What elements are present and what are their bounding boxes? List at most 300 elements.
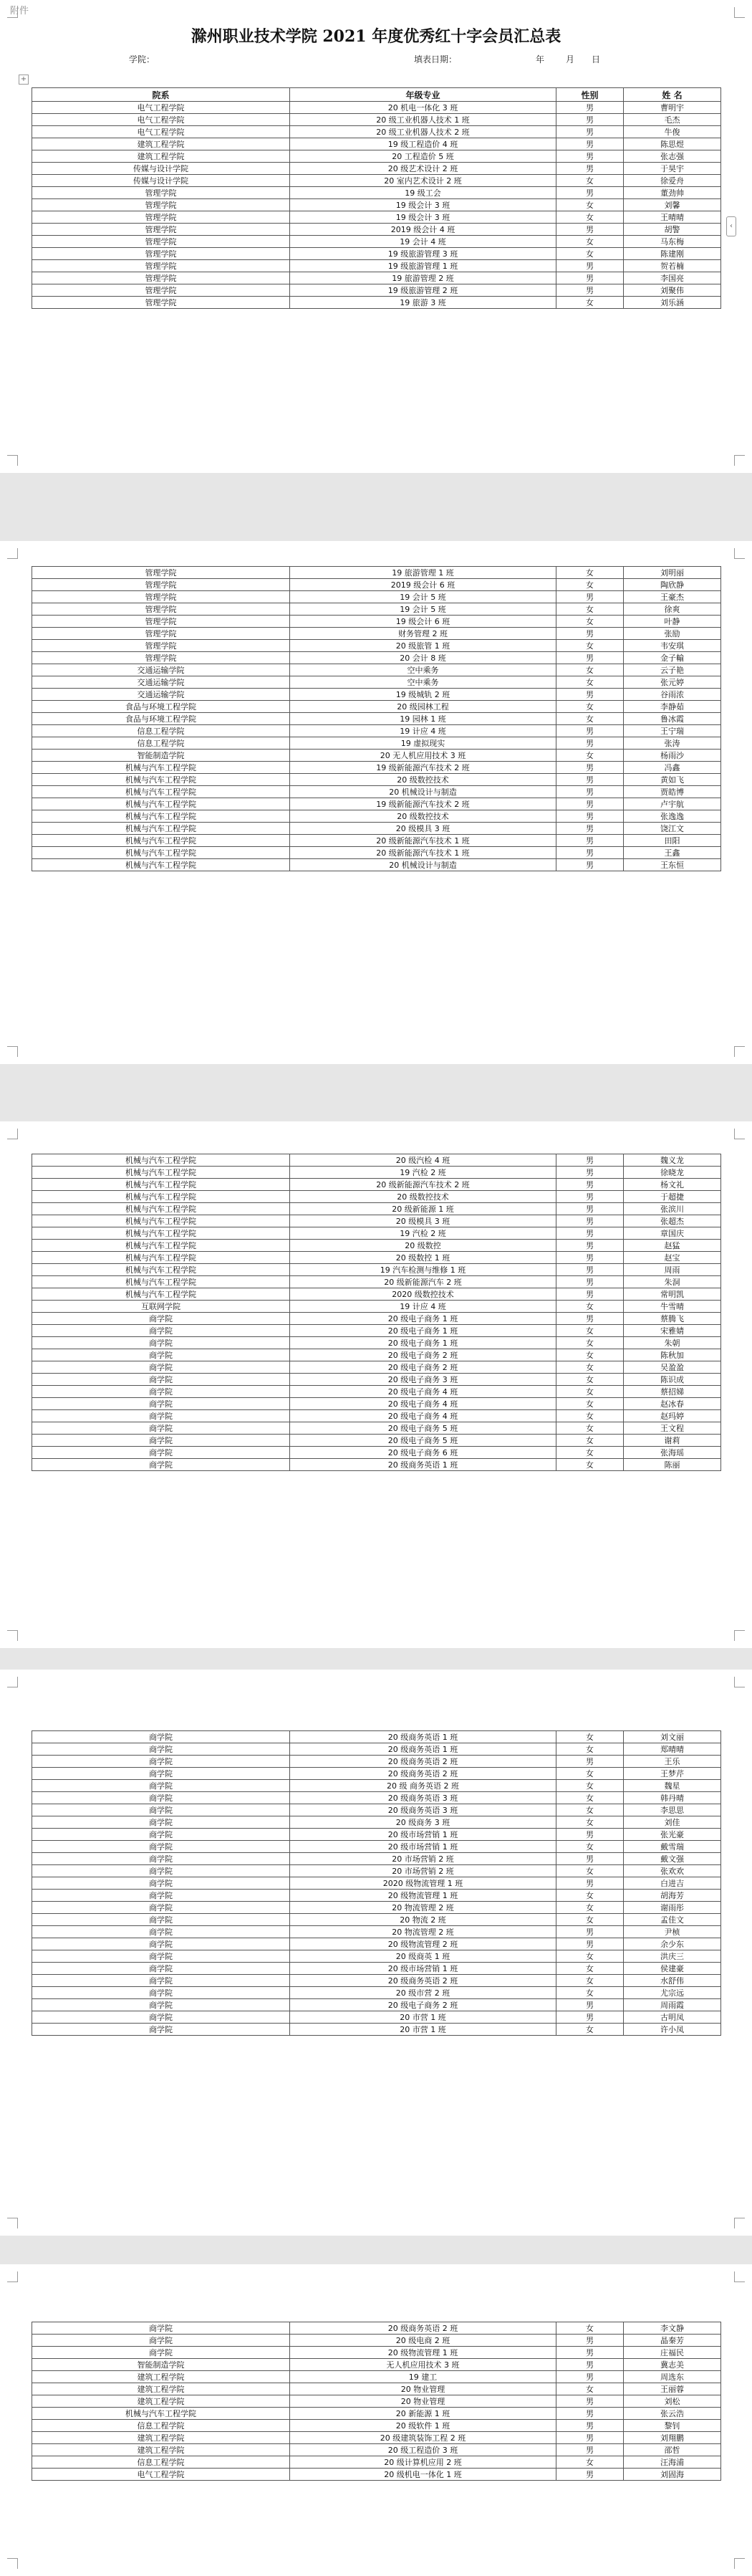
table-row (32, 1999, 721, 2011)
class-cell: 20 级新能源 1 班 (290, 1203, 556, 1215)
department-cell: 电气工程学院 (32, 126, 290, 138)
table-row (32, 1252, 721, 1264)
department-cell: 食品与环境工程学院 (32, 701, 290, 713)
table-row (32, 750, 721, 762)
department-cell: 商学院 (32, 1987, 290, 1999)
name-cell: 章国庆 (624, 1227, 721, 1240)
gender-cell: 男 (556, 689, 624, 701)
table-row (32, 1841, 721, 1853)
crop-mark (734, 1677, 745, 1687)
table-row (32, 1459, 721, 1471)
gender-cell: 男 (556, 786, 624, 798)
table-row (32, 823, 721, 835)
gender-cell: 男 (556, 2011, 624, 2024)
gender-cell: 女 (556, 1768, 624, 1780)
crop-mark (734, 455, 745, 466)
name-cell: 许小凤 (624, 2024, 721, 2036)
department-cell: 商学院 (32, 1890, 290, 1902)
department-cell: 管理学院 (32, 211, 290, 224)
table-row (32, 2024, 721, 2036)
department-cell: 商学院 (32, 1792, 290, 1804)
name-cell: 王文程 (624, 1422, 721, 1435)
department-cell: 商学院 (32, 1975, 290, 1987)
class-cell: 20 级数控 (290, 1240, 556, 1252)
name-cell: 张海瑶 (624, 1447, 721, 1459)
crop-mark (734, 1129, 745, 1139)
class-cell: 19 级工程造价 4 班 (290, 138, 556, 150)
name-cell: 李思思 (624, 1804, 721, 1816)
department-cell: 机械与汽车工程学院 (32, 1191, 290, 1203)
class-cell: 20 级市场营销 1 班 (290, 1841, 556, 1853)
table-row (32, 1179, 721, 1191)
department-cell: 管理学院 (32, 652, 290, 664)
gender-cell: 男 (556, 2371, 624, 2383)
table-row (32, 1398, 721, 1410)
table-row (32, 2359, 721, 2371)
name-cell: 王梦芹 (624, 1768, 721, 1780)
table-row (32, 1890, 721, 1902)
name-cell: 王丽蓉 (624, 2383, 721, 2395)
gender-cell: 男 (556, 737, 624, 750)
name-cell: 韦安琪 (624, 640, 721, 652)
name-cell: 李文静 (624, 2322, 721, 2335)
gender-cell: 女 (556, 1422, 624, 1435)
table-row (32, 1987, 721, 1999)
table-row (32, 2444, 721, 2456)
document-page (0, 2264, 752, 2576)
gender-cell: 女 (556, 1865, 624, 1877)
class-cell: 20 级新能源汽车技术 2 班 (290, 1179, 556, 1191)
department-cell: 机械与汽车工程学院 (32, 1154, 290, 1167)
class-cell: 20 级软件 1 班 (290, 2420, 556, 2432)
gender-cell: 男 (556, 1179, 624, 1191)
class-cell: 20 物流管理 2 班 (290, 1902, 556, 1914)
class-cell: 财务管理 2 班 (290, 628, 556, 640)
class-cell: 20 级商务英语 2 班 (290, 1768, 556, 1780)
department-cell: 管理学院 (32, 567, 290, 579)
gender-cell: 女 (556, 1301, 624, 1313)
gender-cell: 女 (556, 1410, 624, 1422)
table-row (32, 2011, 721, 2024)
name-cell: 马东梅 (624, 236, 721, 248)
department-cell: 商学院 (32, 1361, 290, 1374)
table-row (32, 640, 721, 652)
class-cell: 20 级旅管 1 班 (290, 640, 556, 652)
class-cell: 20 级市场营销 1 班 (290, 1963, 556, 1975)
class-cell: 20 级电子商务 6 班 (290, 1447, 556, 1459)
name-cell: 云子艳 (624, 664, 721, 676)
department-cell: 管理学院 (32, 284, 290, 297)
department-cell: 管理学院 (32, 628, 290, 640)
class-cell: 20 级园林工程 (290, 701, 556, 713)
gender-cell: 女 (556, 297, 624, 309)
class-cell: 20 级商务英语 2 班 (290, 2322, 556, 2335)
table-row (32, 1337, 721, 1349)
name-cell: 刘佳 (624, 1816, 721, 1829)
name-cell: 张逸逸 (624, 810, 721, 823)
name-cell: 谢莉 (624, 1435, 721, 1447)
gender-cell: 女 (556, 567, 624, 579)
name-cell: 杨文礼 (624, 1179, 721, 1191)
class-cell: 19 级工会 (290, 187, 556, 199)
table-row (32, 1914, 721, 1926)
name-cell: 郑晴晴 (624, 1743, 721, 1756)
department-cell: 商学院 (32, 1768, 290, 1780)
class-cell: 20 级工业机器人技术 1 班 (290, 114, 556, 126)
gender-cell: 女 (556, 2456, 624, 2469)
name-cell: 王晴晴 (624, 211, 721, 224)
class-cell: 空中乘务 (290, 676, 556, 689)
column-header: 性别 (556, 88, 624, 102)
department-cell: 商学院 (32, 1422, 290, 1435)
table-row (32, 713, 721, 725)
department-cell: 机械与汽车工程学院 (32, 1252, 290, 1264)
department-cell: 建筑工程学院 (32, 138, 290, 150)
class-cell: 20 级建筑装饰工程 2 班 (290, 2432, 556, 2444)
table-row (32, 2408, 721, 2420)
department-cell: 商学院 (32, 1841, 290, 1853)
class-cell: 20 级电子商务 4 班 (290, 1410, 556, 1422)
gender-cell: 男 (556, 102, 624, 114)
class-cell: 19 汽检 2 班 (290, 1227, 556, 1240)
department-cell: 机械与汽车工程学院 (32, 798, 290, 810)
name-cell: 宋雅婧 (624, 1325, 721, 1337)
name-cell: 张欢欢 (624, 1865, 721, 1877)
table-row (32, 1276, 721, 1288)
member-table (32, 87, 721, 309)
class-cell: 20 级商务英语 1 班 (290, 1743, 556, 1756)
table-row (32, 1963, 721, 1975)
class-cell: 19 会计 4 班 (290, 236, 556, 248)
department-cell: 机械与汽车工程学院 (32, 762, 290, 774)
gender-cell: 男 (556, 591, 624, 603)
department-cell: 管理学院 (32, 616, 290, 628)
department-cell: 机械与汽车工程学院 (32, 1179, 290, 1191)
gender-cell: 男 (556, 628, 624, 640)
class-cell: 20 会计 8 班 (290, 652, 556, 664)
department-cell: 电气工程学院 (32, 114, 290, 126)
gender-cell: 男 (556, 1999, 624, 2011)
class-cell: 20 室内艺术设计 2 班 (290, 175, 556, 187)
department-cell: 机械与汽车工程学院 (32, 1167, 290, 1179)
table-row (32, 1203, 721, 1215)
class-cell: 20 机电一体化 3 班 (290, 102, 556, 114)
class-cell: 19 会计 5 班 (290, 603, 556, 616)
gender-cell: 女 (556, 1890, 624, 1902)
name-cell: 刘馨 (624, 199, 721, 211)
department-cell: 机械与汽车工程学院 (32, 786, 290, 798)
gender-cell: 男 (556, 652, 624, 664)
gender-cell: 女 (556, 1841, 624, 1853)
document-page (0, 0, 752, 473)
table-row (32, 1975, 721, 1987)
table-row (32, 1349, 721, 1361)
gender-cell: 女 (556, 1325, 624, 1337)
class-cell: 20 级新能源汽车 2 班 (290, 1276, 556, 1288)
name-cell: 刘松 (624, 2395, 721, 2408)
crop-mark (7, 1129, 18, 1139)
gender-cell: 男 (556, 2444, 624, 2456)
name-cell: 洪庆三 (624, 1950, 721, 1963)
name-cell: 陈丽 (624, 1459, 721, 1471)
department-cell: 传媒与设计学院 (32, 175, 290, 187)
gender-cell: 女 (556, 1975, 624, 1987)
table-row (32, 102, 721, 114)
crop-mark (7, 455, 18, 466)
gender-cell: 男 (556, 1215, 624, 1227)
department-cell: 管理学院 (32, 248, 290, 260)
name-cell: 徐晓龙 (624, 1167, 721, 1179)
gender-cell: 女 (556, 1963, 624, 1975)
name-cell: 王宁瑞 (624, 725, 721, 737)
name-cell: 刘文丽 (624, 1731, 721, 1743)
gender-cell: 男 (556, 272, 624, 284)
year-label: 年 (536, 54, 545, 64)
name-cell: 黎钊 (624, 2420, 721, 2432)
gender-cell: 男 (556, 2420, 624, 2432)
table-row (32, 1301, 721, 1313)
gender-cell: 女 (556, 603, 624, 616)
name-cell: 陈思煜 (624, 138, 721, 150)
name-cell: 贺若楠 (624, 260, 721, 272)
table-row (32, 1804, 721, 1816)
gender-cell: 女 (556, 2322, 624, 2335)
gender-cell: 男 (556, 762, 624, 774)
class-cell: 20 级数控技术 (290, 774, 556, 786)
name-cell: 金子輸 (624, 652, 721, 664)
class-cell: 20 市营 1 班 (290, 2024, 556, 2036)
gender-cell: 男 (556, 1276, 624, 1288)
department-cell: 管理学院 (32, 591, 290, 603)
name-cell: 刘聚伟 (624, 284, 721, 297)
department-cell: 管理学院 (32, 297, 290, 309)
class-cell: 20 级市营 2 班 (290, 1987, 556, 1999)
department-cell: 商学院 (32, 2347, 290, 2359)
table-row (32, 138, 721, 150)
class-cell: 20 级工程造价 3 班 (290, 2444, 556, 2456)
gender-cell: 男 (556, 774, 624, 786)
crop-mark (734, 1630, 745, 1641)
table-row (32, 175, 721, 187)
department-cell: 管理学院 (32, 236, 290, 248)
gender-cell: 女 (556, 1780, 624, 1792)
gender-cell: 男 (556, 1829, 624, 1841)
table-move-handle-icon[interactable]: + (19, 75, 29, 85)
department-cell: 信息工程学院 (32, 725, 290, 737)
crop-mark (734, 2271, 745, 2282)
gender-cell: 男 (556, 1313, 624, 1325)
department-cell: 商学院 (32, 1313, 290, 1325)
department-cell: 管理学院 (32, 272, 290, 284)
table-row (32, 616, 721, 628)
table-row (32, 1325, 721, 1337)
name-cell: 于昊宇 (624, 163, 721, 175)
table-row (32, 1227, 721, 1240)
document-page (0, 1121, 752, 1648)
gender-cell: 女 (556, 1816, 624, 1829)
name-cell: 贾皓博 (624, 786, 721, 798)
table-row (32, 1756, 721, 1768)
table-row (32, 1792, 721, 1804)
name-cell: 董劲帅 (624, 187, 721, 199)
department-cell: 信息工程学院 (32, 2420, 290, 2432)
department-cell: 商学院 (32, 2011, 290, 2024)
name-cell: 牛俊 (624, 126, 721, 138)
gender-cell: 女 (556, 1361, 624, 1374)
department-cell: 管理学院 (32, 579, 290, 591)
name-cell: 魏义龙 (624, 1154, 721, 1167)
class-cell: 20 级计算机应用 2 班 (290, 2456, 556, 2469)
gender-cell: 男 (556, 1756, 624, 1768)
month-label: 月 (566, 54, 575, 64)
name-cell: 于超捷 (624, 1191, 721, 1203)
class-cell: 19 旅游管理 2 班 (290, 272, 556, 284)
table-row (32, 1422, 721, 1435)
class-cell: 20 级市场营销 1 班 (290, 1829, 556, 1841)
gender-cell: 男 (556, 284, 624, 297)
department-cell: 商学院 (32, 1731, 290, 1743)
class-cell: 20 级商务英语 3 班 (290, 1804, 556, 1816)
table-row (32, 1780, 721, 1792)
name-cell: 王乐 (624, 1756, 721, 1768)
gender-cell: 女 (556, 579, 624, 591)
gender-cell: 男 (556, 126, 624, 138)
gender-cell: 女 (556, 1374, 624, 1386)
gender-cell: 男 (556, 1853, 624, 1865)
gender-cell: 女 (556, 199, 624, 211)
department-cell: 机械与汽车工程学院 (32, 859, 290, 871)
class-cell: 20 级电子商务 2 班 (290, 1999, 556, 2011)
department-cell: 机械与汽车工程学院 (32, 823, 290, 835)
crop-mark (734, 1046, 745, 1057)
name-cell: 庄福民 (624, 2347, 721, 2359)
department-cell: 商学院 (32, 1816, 290, 1829)
department-cell: 商学院 (32, 1999, 290, 2011)
member-table (32, 1730, 721, 2036)
class-cell: 19 旅游管理 1 班 (290, 567, 556, 579)
side-expand-icon[interactable]: ‹ (726, 216, 736, 236)
name-cell: 张涛 (624, 737, 721, 750)
name-cell: 赵冰春 (624, 1398, 721, 1410)
class-cell: 20 级商务英语 1 班 (290, 1731, 556, 1743)
name-cell: 谷雨浓 (624, 689, 721, 701)
class-cell: 20 级商务英语 1 班 (290, 1459, 556, 1471)
table-row (32, 628, 721, 640)
class-cell: 20 级 商务英语 2 班 (290, 1780, 556, 1792)
gender-cell: 女 (556, 2383, 624, 2395)
name-cell: 张光豪 (624, 1829, 721, 1841)
department-cell: 机械与汽车工程学院 (32, 847, 290, 859)
class-cell: 20 级新能源汽车技术 1 班 (290, 835, 556, 847)
crop-mark (7, 1630, 18, 1641)
crop-mark (734, 7, 745, 18)
class-cell: 20 级电子商务 1 班 (290, 1337, 556, 1349)
class-cell: 20 级电子商务 5 班 (290, 1422, 556, 1435)
name-cell: 王鑫 (624, 847, 721, 859)
department-cell: 商学院 (32, 1325, 290, 1337)
class-cell: 19 计应 4 班 (290, 725, 556, 737)
gender-cell: 女 (556, 1398, 624, 1410)
class-cell: 空中乘务 (290, 664, 556, 676)
name-cell: 徐爱舟 (624, 175, 721, 187)
department-cell: 商学院 (32, 1950, 290, 1963)
crop-mark (7, 2218, 18, 2228)
class-cell: 20 级电子商务 4 班 (290, 1398, 556, 1410)
gender-cell: 女 (556, 1743, 624, 1756)
name-cell: 蔡招娣 (624, 1386, 721, 1398)
department-cell: 商学院 (32, 1865, 290, 1877)
department-cell: 商学院 (32, 1914, 290, 1926)
table-row (32, 567, 721, 579)
name-cell: 饶江文 (624, 823, 721, 835)
department-cell: 食品与环境工程学院 (32, 713, 290, 725)
department-cell: 建筑工程学院 (32, 2371, 290, 2383)
department-cell: 商学院 (32, 1926, 290, 1938)
gender-cell: 女 (556, 676, 624, 689)
gender-cell: 男 (556, 1203, 624, 1215)
class-cell: 20 级数控技术 (290, 1191, 556, 1203)
name-cell: 杨雨沙 (624, 750, 721, 762)
department-cell: 商学院 (32, 1756, 290, 1768)
gender-cell: 男 (556, 725, 624, 737)
department-cell: 商学院 (32, 1435, 290, 1447)
department-cell: 商学院 (32, 1743, 290, 1756)
department-cell: 管理学院 (32, 260, 290, 272)
gender-cell: 男 (556, 859, 624, 871)
name-cell: 田阳 (624, 835, 721, 847)
gender-cell: 男 (556, 163, 624, 175)
table-row (32, 1288, 721, 1301)
department-cell: 商学院 (32, 1459, 290, 1471)
class-cell: 19 汽车检测与维修 1 班 (290, 1264, 556, 1276)
table-row (32, 126, 721, 138)
table-row (32, 1743, 721, 1756)
gender-cell: 女 (556, 1950, 624, 1963)
class-cell: 19 级会计 3 班 (290, 199, 556, 211)
gender-cell: 女 (556, 1447, 624, 1459)
name-cell: 曹明宇 (624, 102, 721, 114)
department-cell: 智能制造学院 (32, 750, 290, 762)
gender-cell: 女 (556, 248, 624, 260)
table-row (32, 2347, 721, 2359)
table-row (32, 114, 721, 126)
gender-cell: 男 (556, 1264, 624, 1276)
table-row (32, 248, 721, 260)
department-cell: 商学院 (32, 1447, 290, 1459)
gender-cell: 女 (556, 2024, 624, 2036)
table-row (32, 1410, 721, 1422)
department-cell: 建筑工程学院 (32, 2383, 290, 2395)
class-cell: 20 物流 2 班 (290, 1914, 556, 1926)
table-row (32, 762, 721, 774)
name-cell: 刘翔鹏 (624, 2432, 721, 2444)
class-cell: 20 新能源 1 班 (290, 2408, 556, 2420)
department-cell: 建筑工程学院 (32, 2444, 290, 2456)
name-cell: 戴文强 (624, 1853, 721, 1865)
gender-cell: 女 (556, 1386, 624, 1398)
class-cell: 19 级会计 3 班 (290, 211, 556, 224)
table-row (32, 603, 721, 616)
department-cell: 信息工程学院 (32, 737, 290, 750)
class-cell: 19 级旅游管理 1 班 (290, 260, 556, 272)
name-cell: 徐爽 (624, 603, 721, 616)
name-cell: 卢宇航 (624, 798, 721, 810)
gender-cell: 女 (556, 1349, 624, 1361)
name-cell: 白进吉 (624, 1877, 721, 1890)
department-cell: 商学院 (32, 1337, 290, 1349)
name-cell: 尤宗远 (624, 1987, 721, 1999)
name-cell: 叶静 (624, 616, 721, 628)
